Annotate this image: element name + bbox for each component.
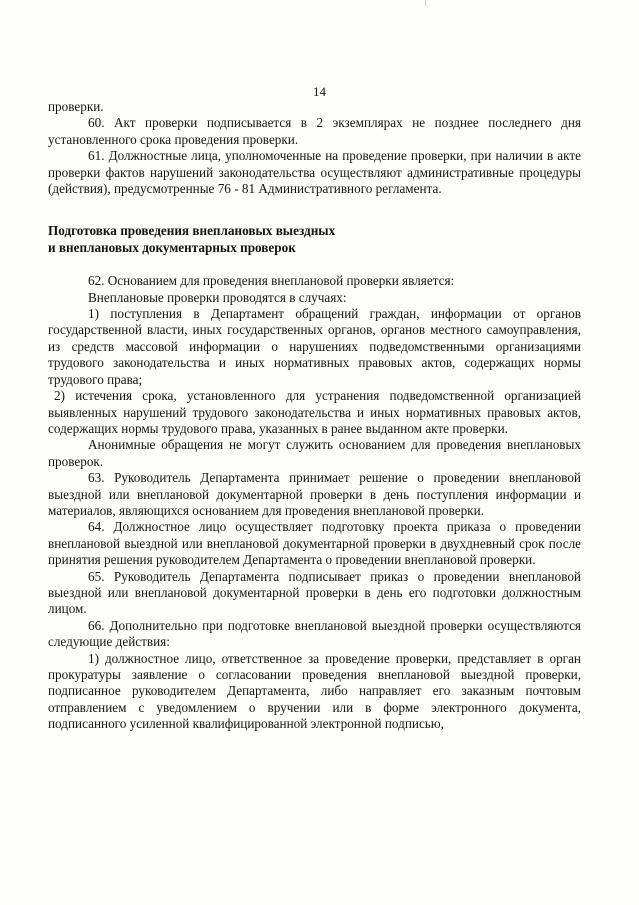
paragraph-66: 66. Дополнительно при подготовке внеплановой выездной проверки осуществляются следующие действия: — [48, 617, 581, 650]
spacer — [48, 197, 581, 223]
paragraph-62: 62. Основанием для проведения внеплановой проверки является: — [88, 273, 455, 289]
paragraph-62-item-1: 1) поступления в Департамент обращений граждан, информации от органов государственной власти, иных государственных органов, органов местного самоуправления, из средств массовой информации о нарушениях подведомственными организациями трудового законодательства и иных нормативных правовых актов, содержащих нормы трудового права; — [48, 306, 581, 387]
paragraph-60: 60. Акт проверки подписывается в 2 экземплярах не позднее последнего дня установленного срока проведения проверки. — [48, 115, 581, 147]
paragraph-continuation: проверки. — [48, 99, 104, 114]
section-heading-line-1: Подготовка проведения внеплановых выездных — [48, 223, 336, 239]
section-heading — [48, 223, 581, 256]
paragraph-66-item-1: 1) должностное лицо, ответственное за проведение проверки, представляет в орган прокуратуры заявление о согласовании проведения внеплановой выездной проверки, подписанное руководителем Департамента, либо направляет его заказным почтовым отправлением с уведомлением о вручении или в форме электронного документа, подписанного усиленной квалифицированной электронной подписью, — [48, 650, 581, 732]
paragraph-anonymous: Анонимные обращения не могут служить основанием для проведения внеплановых проверок. — [48, 437, 581, 469]
page-number: 14 — [313, 84, 326, 99]
paragraph-64: 64. Должностное лицо осуществляет подготовку проекта приказа о проведении внеплановой выездной или внеплановой документарной проверки в двухдневный срок после принятия решения руководителем Департамента о проведении внеплановой проверки. — [48, 519, 581, 568]
paragraph-63: 63. Руководитель Департамента принимает решение о проведении внеплановой выездной или внеплановой документарной проверки в день поступления информации и материалов, являющихся основанием для проведения внеплановой проверки. — [48, 470, 581, 518]
scan-artifact — [425, 0, 426, 6]
paragraph-62-cases: Внеплановые проверки проводятся в случаях: — [88, 289, 347, 305]
paragraph-61: 61. Должностные лица, уполномоченные на проведение проверки, при наличии в акте проверки фактов нарушений законодательства осуществляют административные процедуры (действия), предусмотренные 76 - 81 Административного регламента. — [48, 148, 581, 197]
paragraph-62-item-2: 2) истечения срока, установленного для устранения подведомственной организацией выявленных нарушений трудового законодательства и иных нормативных правовых актов, содержащих нормы трудового права, указанных в ранее выданном акте проверки. — [48, 388, 581, 436]
spacer — [48, 256, 581, 273]
document-body — [48, 99, 581, 733]
paragraph-65: 65. Руководитель Департамента подписывает приказ о проведении внеплановой выездной или внеплановой документарной проверки в день его подготовки должностным лицом. — [48, 568, 581, 617]
section-heading-line-2: и внеплановых документарных проверок — [48, 239, 296, 255]
